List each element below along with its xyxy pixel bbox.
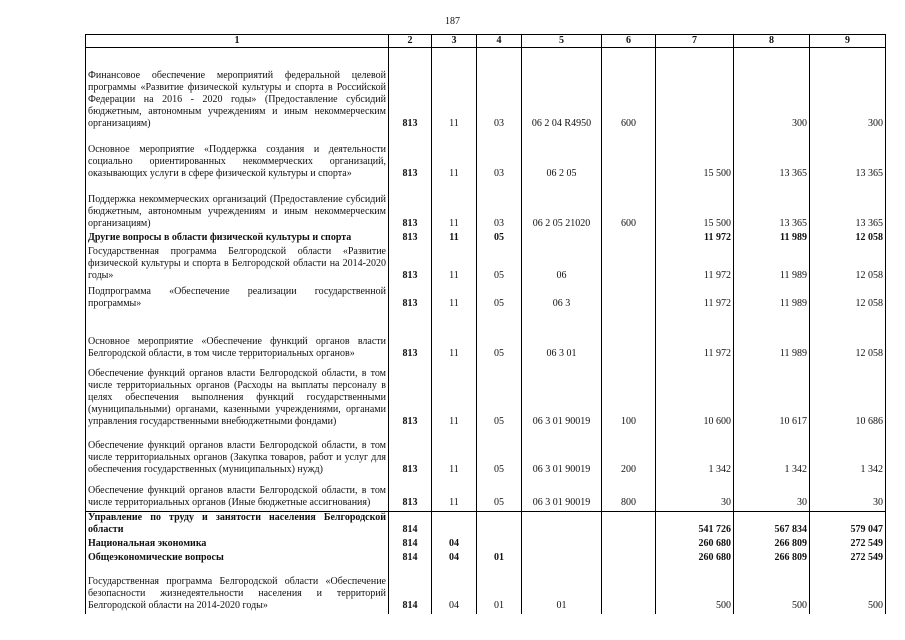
table-row	[86, 132, 886, 182]
row-ministry-code: 813	[389, 246, 432, 284]
table-row	[86, 312, 886, 362]
row-sum-year-1: 260 680	[656, 552, 734, 566]
table-row	[86, 430, 886, 478]
column-header-row	[86, 35, 886, 48]
row-target-article: 06 3 01 90019	[522, 478, 602, 512]
row-section: 11	[432, 48, 477, 132]
column-header: 9	[810, 35, 886, 48]
row-sum-year-1: 30	[656, 478, 734, 512]
row-sum-year-2: 11 989	[734, 246, 810, 284]
row-target-article: 01	[522, 566, 602, 614]
table-row	[86, 538, 886, 552]
row-sum-year-2: 567 834	[734, 512, 810, 539]
column-header: 7	[656, 35, 734, 48]
table-row	[86, 232, 886, 246]
row-target-article	[522, 538, 602, 552]
table-row	[86, 478, 886, 512]
row-sum-year-3: 300	[810, 48, 886, 132]
row-sum-year-3: 13 365	[810, 182, 886, 232]
row-sum-year-2: 500	[734, 566, 810, 614]
row-sum-year-2: 11 989	[734, 284, 810, 312]
row-ministry-code: 813	[389, 232, 432, 246]
row-expense-type: 200	[602, 430, 656, 478]
row-ministry-code: 813	[389, 132, 432, 182]
row-sum-year-2: 10 617	[734, 362, 810, 430]
row-section: 04	[432, 552, 477, 566]
row-sum-year-3: 272 549	[810, 552, 886, 566]
table-row	[86, 246, 886, 284]
row-target-article: 06 2 04 R4950	[522, 48, 602, 132]
row-description: Финансовое обеспечение мероприятий федеральной целевой программы «Развитие физической культуры и спорта в Российской Федерации на 2016 - 2020 годы» (Предоставление субсидий бюджетным, автономным учреждениям и иным некоммерческим организациям)	[86, 48, 389, 132]
column-header: 8	[734, 35, 810, 48]
column-header: 3	[432, 35, 477, 48]
row-section: 11	[432, 182, 477, 232]
row-ministry-code: 813	[389, 182, 432, 232]
table-row	[86, 552, 886, 566]
row-target-article	[522, 512, 602, 539]
row-sum-year-3: 579 047	[810, 512, 886, 539]
row-sum-year-1: 15 500	[656, 132, 734, 182]
row-description: Поддержка некоммерческих организаций (Предоставление субсидий бюджетным, автономным учреждениям и иным некоммерческим организациям)	[86, 182, 389, 232]
row-sum-year-3: 12 058	[810, 232, 886, 246]
row-sum-year-2: 11 989	[734, 312, 810, 362]
row-subsection: 01	[477, 552, 522, 566]
row-description: Государственная программа Белгородской области «Обеспечение безопасности жизнедеятельности населения и территорий Белгородской области на 2014-2020 годы»	[86, 566, 389, 614]
row-ministry-code: 813	[389, 362, 432, 430]
column-header: 6	[602, 35, 656, 48]
row-ministry-code: 813	[389, 430, 432, 478]
row-ministry-code: 813	[389, 284, 432, 312]
row-target-article: 06 3	[522, 284, 602, 312]
row-sum-year-1: 11 972	[656, 246, 734, 284]
row-expense-type	[602, 246, 656, 284]
row-section: 11	[432, 478, 477, 512]
row-target-article	[522, 232, 602, 246]
row-section: 11	[432, 132, 477, 182]
row-sum-year-1	[656, 48, 734, 132]
row-subsection: 05	[477, 430, 522, 478]
row-sum-year-2: 1 342	[734, 430, 810, 478]
row-expense-type	[602, 512, 656, 539]
row-expense-type: 600	[602, 48, 656, 132]
row-sum-year-3: 12 058	[810, 246, 886, 284]
row-subsection: 05	[477, 312, 522, 362]
row-sum-year-1: 11 972	[656, 312, 734, 362]
row-sum-year-3: 12 058	[810, 284, 886, 312]
table-row	[86, 48, 886, 132]
row-description: Национальная экономика	[86, 538, 389, 552]
row-sum-year-1: 260 680	[656, 538, 734, 552]
row-expense-type	[602, 284, 656, 312]
row-sum-year-2: 300	[734, 48, 810, 132]
row-section: 11	[432, 430, 477, 478]
budget-table	[85, 34, 886, 614]
row-sum-year-1: 541 726	[656, 512, 734, 539]
row-subsection: 05	[477, 246, 522, 284]
row-sum-year-1: 11 972	[656, 284, 734, 312]
row-ministry-code: 813	[389, 478, 432, 512]
row-section: 04	[432, 566, 477, 614]
row-ministry-code: 814	[389, 552, 432, 566]
table-body	[86, 35, 886, 615]
row-sum-year-2: 266 809	[734, 552, 810, 566]
row-sum-year-3: 10 686	[810, 362, 886, 430]
row-target-article: 06	[522, 246, 602, 284]
row-subsection: 03	[477, 132, 522, 182]
row-expense-type	[602, 538, 656, 552]
table-row	[86, 566, 886, 614]
row-sum-year-3: 12 058	[810, 312, 886, 362]
row-section: 04	[432, 538, 477, 552]
row-description: Обеспечение функций органов власти Белгородской области, в том числе территориальных органов (Иные бюджетные ассигнования)	[86, 478, 389, 512]
row-target-article: 06 3 01 90019	[522, 362, 602, 430]
row-sum-year-1: 15 500	[656, 182, 734, 232]
row-description: Обеспечение функций органов власти Белгородской области, в том числе территориальных органов (Закупка товаров, работ и услуг для обеспечения государственных (муниципальных) нужд)	[86, 430, 389, 478]
row-expense-type: 600	[602, 182, 656, 232]
row-subsection: 03	[477, 48, 522, 132]
column-header: 5	[522, 35, 602, 48]
row-sum-year-1: 11 972	[656, 232, 734, 246]
row-sum-year-2: 13 365	[734, 182, 810, 232]
row-description: Другие вопросы в области физической культуры и спорта	[86, 232, 389, 246]
row-subsection: 01	[477, 566, 522, 614]
row-section: 11	[432, 232, 477, 246]
row-subsection	[477, 512, 522, 539]
row-expense-type	[602, 312, 656, 362]
row-sum-year-2: 13 365	[734, 132, 810, 182]
row-ministry-code: 813	[389, 48, 432, 132]
row-sum-year-1: 500	[656, 566, 734, 614]
row-description: Государственная программа Белгородской области «Развитие физической культуры и спорта в Белгородской области на 2014-2020 годы»	[86, 246, 389, 284]
row-subsection: 05	[477, 232, 522, 246]
row-expense-type	[602, 566, 656, 614]
row-description: Основное мероприятие «Поддержка создания и деятельности социально ориентированных некоммерческих организаций, оказывающих услуги в сфере физической культуры и спорта»	[86, 132, 389, 182]
row-sum-year-2: 11 989	[734, 232, 810, 246]
column-header: 4	[477, 35, 522, 48]
row-section: 11	[432, 284, 477, 312]
row-target-article: 06 2 05 21020	[522, 182, 602, 232]
row-section: 11	[432, 246, 477, 284]
row-expense-type	[602, 132, 656, 182]
row-subsection	[477, 538, 522, 552]
row-description: Основное мероприятие «Обеспечение функций органов власти Белгородской области, в том числе территориальных органов»	[86, 312, 389, 362]
row-section: 11	[432, 312, 477, 362]
row-subsection: 05	[477, 478, 522, 512]
row-section	[432, 512, 477, 539]
row-ministry-code: 814	[389, 512, 432, 539]
row-sum-year-2: 266 809	[734, 538, 810, 552]
row-description: Подпрограмма «Обеспечение реализации государственной программы»	[86, 284, 389, 312]
row-section: 11	[432, 362, 477, 430]
row-target-article: 06 3 01	[522, 312, 602, 362]
row-description: Управление по труду и занятости населения Белгородской области	[86, 512, 389, 539]
row-ministry-code: 814	[389, 538, 432, 552]
table-row	[86, 512, 886, 539]
row-sum-year-1: 1 342	[656, 430, 734, 478]
row-subsection: 03	[477, 182, 522, 232]
row-sum-year-3: 1 342	[810, 430, 886, 478]
row-sum-year-2: 30	[734, 478, 810, 512]
row-sum-year-1: 10 600	[656, 362, 734, 430]
row-sum-year-3: 13 365	[810, 132, 886, 182]
row-target-article	[522, 552, 602, 566]
page-number: 187	[445, 16, 460, 27]
row-subsection: 05	[477, 284, 522, 312]
row-target-article: 06 2 05	[522, 132, 602, 182]
row-expense-type	[602, 552, 656, 566]
row-ministry-code: 813	[389, 312, 432, 362]
table-row	[86, 284, 886, 312]
row-target-article: 06 3 01 90019	[522, 430, 602, 478]
row-description: Обеспечение функций органов власти Белгородской области, в том числе территориальных органов (Расходы на выплаты персоналу в целях обеспечения выполнения функций государственными (муниципальными) органами, казенными учреждениями, органами управления государственными внебюджетными фондами)	[86, 362, 389, 430]
row-ministry-code: 814	[389, 566, 432, 614]
row-expense-type: 100	[602, 362, 656, 430]
row-expense-type: 800	[602, 478, 656, 512]
row-sum-year-3: 500	[810, 566, 886, 614]
table-row	[86, 182, 886, 232]
row-expense-type	[602, 232, 656, 246]
column-header: 2	[389, 35, 432, 48]
row-description: Общеэкономические вопросы	[86, 552, 389, 566]
row-sum-year-3: 30	[810, 478, 886, 512]
row-subsection: 05	[477, 362, 522, 430]
column-header: 1	[86, 35, 389, 48]
row-sum-year-3: 272 549	[810, 538, 886, 552]
table-row	[86, 362, 886, 430]
